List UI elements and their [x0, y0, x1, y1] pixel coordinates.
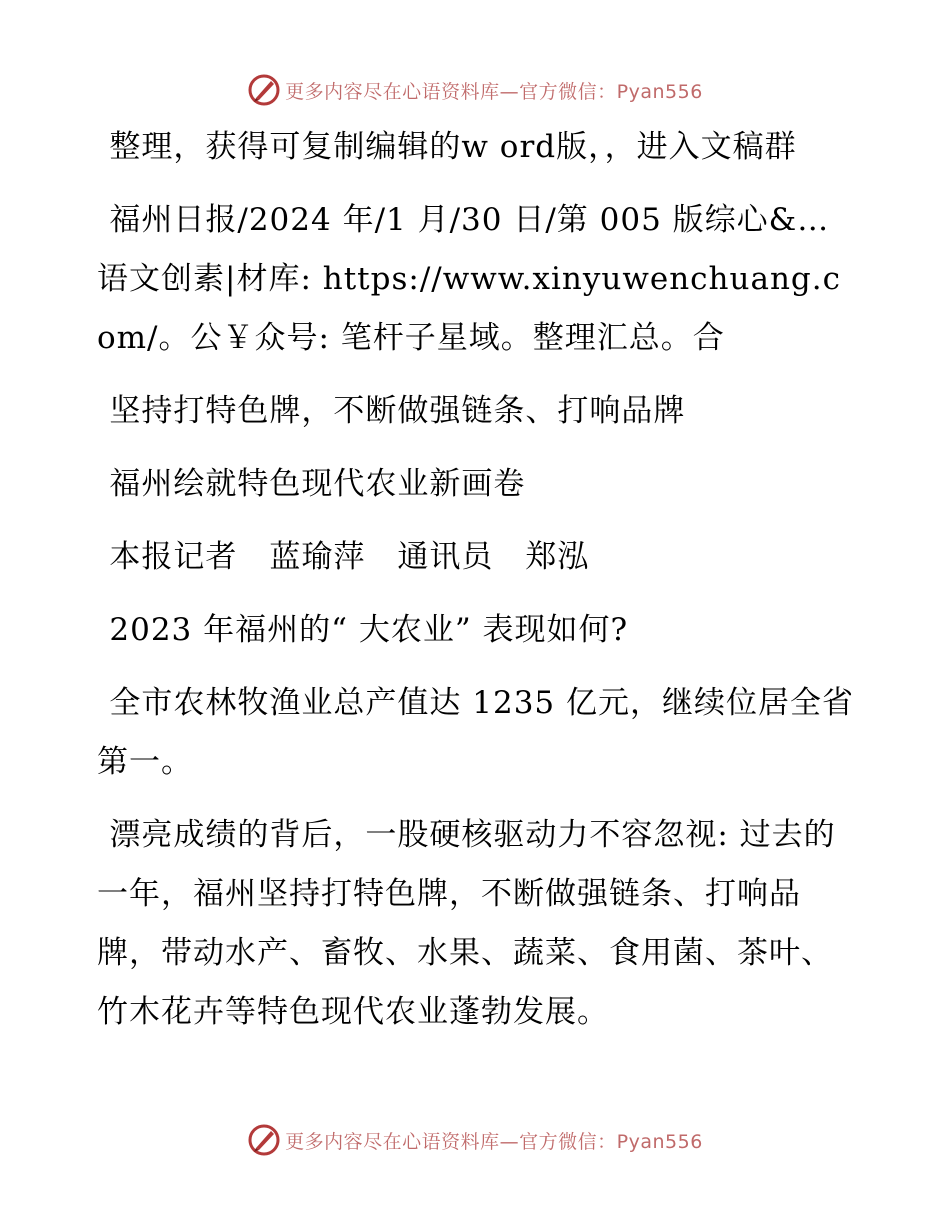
paragraph-8: 漂亮成绩的背后，一股硬核驱动力不容忽视: 过去的一年，福州坚持打特色牌，不断做强链条、打响品牌，带动水产、畜牧、水果、蔬菜、食用菌、茶叶、竹木花卉等特色现代农业蓬勃发展。 [97, 817, 836, 1030]
footer-watermark-banner [0, 1120, 950, 1160]
header-watermark-text: 更多内容尽在心语资料库—官方微信：Pyan556 [285, 80, 703, 103]
paragraph-6: 2023 年福州的“ 大农业” 表现如何? [109, 612, 629, 648]
paragraph-2: 福州日报/2024 年/1 月/30 日/第 005 版综心&…语文创素|材库: https://www.xinyuwenchuang.com/。公￥众号: 笔杆子星域。整理汇总。合 [97, 202, 841, 356]
document-body [97, 118, 857, 1056]
footer-watermark-text: 更多内容尽在心语资料库—官方微信：Pyan556 [285, 1130, 703, 1153]
pen-logo-icon [247, 1123, 281, 1157]
paragraph-7: 全市农林牧渔业总产值达 1235 亿元，继续位居全省第一。 [97, 685, 854, 780]
paragraph-4: 福州绘就特色现代农业新画卷 [109, 466, 526, 502]
paragraph-1: 整理，获得可复制编辑的w ord版，，进入文稿群 [109, 129, 797, 165]
paragraph-5: 本报记者 蓝瑜萍 通讯员 郑泓 [109, 539, 590, 575]
pen-logo-icon [247, 73, 281, 107]
header-watermark-banner [0, 70, 950, 110]
paragraph-3: 坚持打特色牌，不断做强链条、打响品牌 [109, 393, 686, 429]
